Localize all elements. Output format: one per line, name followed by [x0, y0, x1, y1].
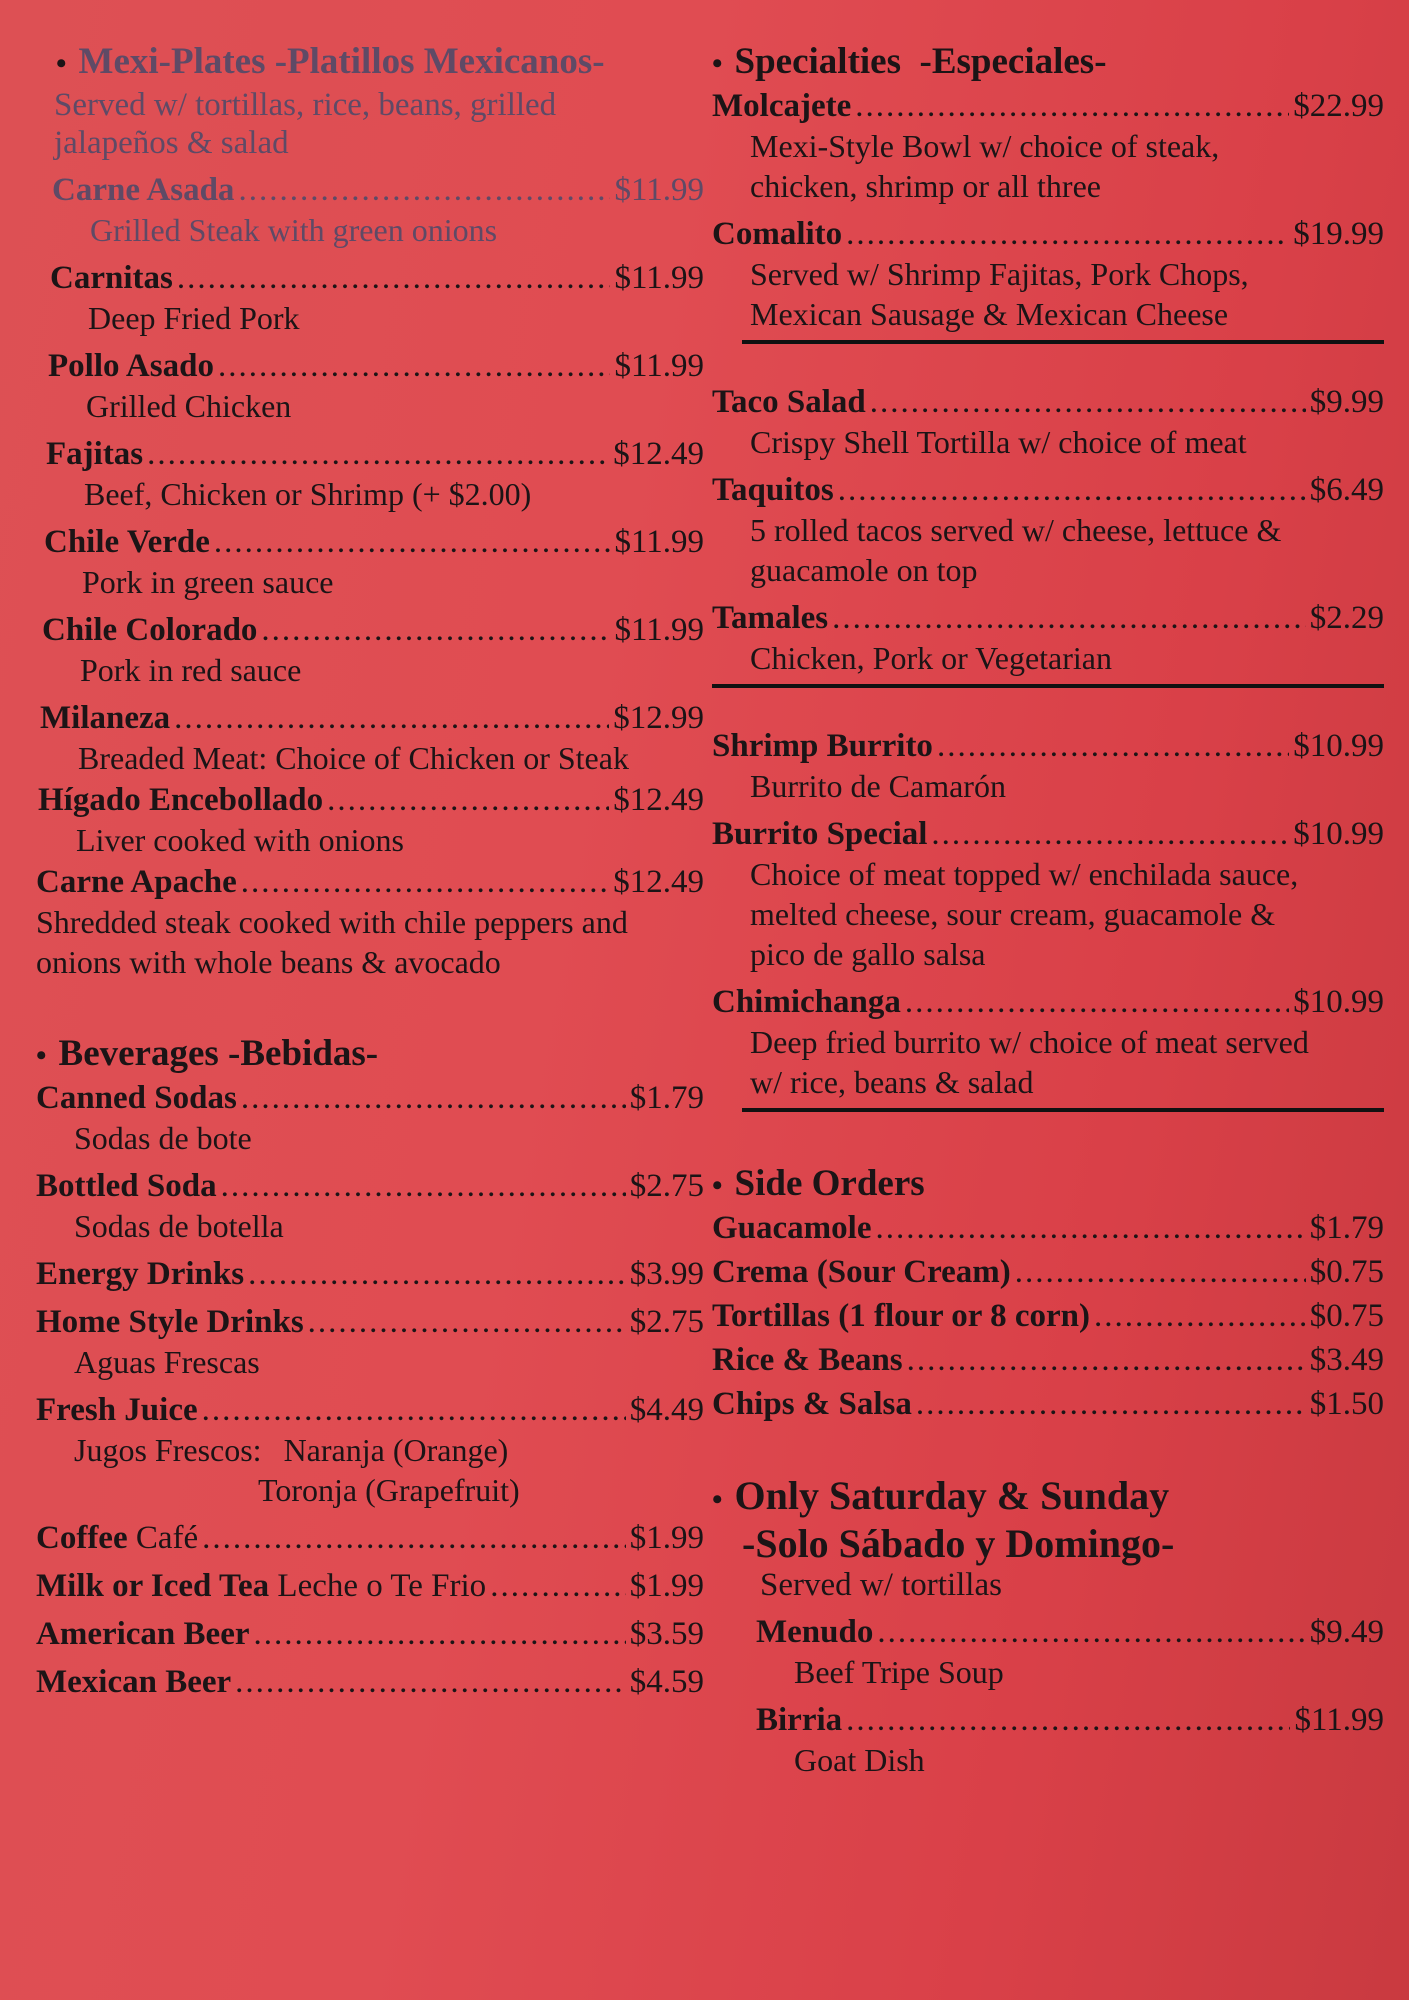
item-desc: Sodas de bote [74, 1120, 252, 1156]
menu-item-burrito-special [712, 814, 1384, 974]
item-name: Canned Sodas [36, 1080, 237, 1116]
bullet-icon: • [36, 1039, 47, 1072]
item-desc: Pork in red sauce [80, 652, 302, 688]
item-price: $12.49 [613, 436, 704, 472]
item-desc: 5 rolled tacos served w/ cheese, lettuce & guacamole on top [750, 512, 1282, 588]
bullet-icon: • [712, 47, 723, 80]
menu-item-molcajete [712, 86, 1384, 206]
menu-item-pollo-asado [48, 346, 704, 426]
item-price: $1.79 [629, 1080, 704, 1116]
item-price: $9.99 [1309, 384, 1384, 420]
item-name: Chile Colorado [42, 612, 258, 648]
section-note-weekend: Served w/ tortillas [760, 1567, 1002, 1603]
item-price: $4.49 [629, 1392, 704, 1428]
section-subtitle-weekend: -Solo Sábado y Domingo- [742, 1521, 1175, 1566]
item-name: Menudo [756, 1614, 874, 1650]
menu-item-taco-salad [712, 382, 1384, 462]
menu-item-crema [712, 1252, 1384, 1292]
item-price: $2.75 [629, 1304, 704, 1340]
item-price: $3.99 [629, 1256, 704, 1292]
item-price: $22.99 [1293, 88, 1384, 124]
item-price: $2.29 [1309, 600, 1384, 636]
item-price: $11.99 [614, 612, 704, 648]
item-price: $1.50 [1309, 1386, 1384, 1422]
item-name: Hígado Encebollado [38, 782, 324, 818]
item-name: Shrimp Burrito [712, 728, 933, 764]
item-desc: Aguas Frescas [74, 1344, 260, 1380]
item-name: Bottled Soda [36, 1168, 217, 1204]
bullet-icon: • [56, 47, 67, 80]
item-desc: Grilled Steak with green onions [90, 212, 498, 248]
item-name: Carne Apache [36, 864, 237, 900]
item-desc: Served w/ Shrimp Fajitas, Pork Chops, Mexican Sausage & Mexican Cheese [750, 256, 1249, 332]
menu-item-tortillas [712, 1296, 1384, 1336]
menu-item-energy-drinks [36, 1254, 704, 1294]
item-desc: Choice of meat topped w/ enchilada sauce, melted cheese, sour cream, guacamole & pico de gallo salsa [750, 856, 1299, 972]
item-name: Comalito [712, 216, 843, 252]
item-desc: Pork in green sauce [82, 564, 334, 600]
item-price: $12.49 [613, 782, 704, 818]
item-price: $0.75 [1309, 1254, 1384, 1290]
menu-item-milaneza [40, 698, 704, 778]
item-name: Coffee Café [36, 1520, 199, 1556]
section-note-mexi-plates: Served w/ tortillas, rice, beans, grilled jalapeños & salad [54, 87, 557, 161]
item-price: $2.75 [629, 1168, 704, 1204]
item-name: Milk or Iced Tea Leche o Te Frio [36, 1568, 487, 1604]
item-price: $10.99 [1293, 728, 1384, 764]
section-title-specialties: • Specialties -Especiales- [712, 40, 1384, 86]
item-price: $6.49 [1309, 472, 1384, 508]
menu-item-comalito [712, 214, 1384, 334]
menu-item-mexican-beer [36, 1662, 704, 1702]
menu-item-chile-verde [44, 522, 704, 602]
item-name: Chimichanga [712, 984, 901, 1020]
item-desc: Beef, Chicken or Shrimp (+ $2.00) [84, 476, 532, 512]
menu-item-american-beer [36, 1614, 704, 1654]
item-desc: Shredded steak cooked with chile peppers and onions with whole beans & avocado [36, 904, 628, 980]
item-desc: Sodas de botella [74, 1208, 284, 1244]
item-price: $1.99 [629, 1520, 704, 1556]
item-price: $3.59 [629, 1616, 704, 1652]
item-desc-line2: Toronja (Grapefruit) [258, 1472, 520, 1508]
item-desc: Crispy Shell Tortilla w/ choice of meat [750, 424, 1247, 460]
item-name: Molcajete [712, 88, 852, 124]
item-name: Rice & Beans [712, 1342, 903, 1378]
menu-item-milk-or-iced-tea [36, 1566, 704, 1606]
item-desc: Grilled Chicken [86, 388, 292, 424]
item-name: Pollo Asado [48, 348, 214, 384]
menu-item-shrimp-burrito [712, 726, 1384, 806]
item-price: $0.75 [1309, 1298, 1384, 1334]
item-desc: Burrito de Camarón [750, 768, 1006, 804]
section-title-beverages: • Beverages -Bebidas- [36, 1032, 704, 1078]
item-price: $4.59 [629, 1664, 704, 1700]
menu-item-chimichanga [712, 982, 1384, 1102]
item-price: $10.99 [1293, 816, 1384, 852]
section-title-weekend: • Only Saturday & Sunday [712, 1474, 1384, 1522]
menu-item-menudo [756, 1612, 1384, 1692]
item-name: Home Style Drinks [36, 1304, 304, 1340]
bullet-icon: • [712, 1169, 723, 1202]
item-desc: Jugos Frescos: Naranja (Orange) [74, 1432, 509, 1468]
item-name: Carnitas [50, 260, 173, 296]
item-name: Chile Verde [44, 524, 210, 560]
item-desc: Deep Fried Pork [88, 300, 300, 336]
item-price: $12.99 [613, 700, 704, 736]
item-price: $11.99 [614, 524, 704, 560]
item-desc: Goat Dish [794, 1742, 925, 1778]
menu-item-guacamole [712, 1208, 1384, 1248]
item-name: Birria [756, 1702, 843, 1738]
menu-item-carne-apache [36, 862, 704, 982]
item-desc: Beef Tripe Soup [794, 1654, 1004, 1690]
item-desc: Deep fried burrito w/ choice of meat served w/ rice, beans & salad [750, 1024, 1309, 1100]
item-name: Taquitos [712, 472, 834, 508]
item-desc: Breaded Meat: Choice of Chicken or Steak [78, 740, 629, 776]
menu-item-carnitas [50, 258, 704, 338]
item-name: Fajitas [46, 436, 144, 472]
item-name: Chips & Salsa [712, 1386, 912, 1422]
item-price: $12.49 [613, 864, 704, 900]
section-title-mexi-plates: • Mexi-Plates -Platillos Mexicanos- [56, 40, 704, 86]
item-name: Burrito Special [712, 816, 928, 852]
menu-item-tamales [712, 598, 1384, 678]
item-name: Carne Asada [52, 172, 235, 208]
item-price: $11.99 [614, 260, 704, 296]
item-price: $10.99 [1293, 984, 1384, 1020]
item-desc: Mexi-Style Bowl w/ choice of steak, chicken, shrimp or all three [750, 128, 1220, 204]
item-desc: Chicken, Pork or Vegetarian [750, 640, 1112, 676]
item-desc: Liver cooked with onions [76, 822, 404, 858]
menu-item-fresh-juice [36, 1390, 704, 1510]
bullet-icon: • [712, 1483, 723, 1516]
item-name: American Beer [36, 1616, 250, 1652]
menu-item-chips-and-salsa [712, 1384, 1384, 1424]
item-name: Guacamole [712, 1210, 872, 1246]
item-price: $11.99 [614, 172, 704, 208]
item-name: Energy Drinks [36, 1256, 245, 1292]
item-price: $3.49 [1309, 1342, 1384, 1378]
menu-item-rice-and-beans [712, 1340, 1384, 1380]
item-name: Milaneza [40, 700, 171, 736]
right-column [712, 40, 1384, 1780]
menu-item-fajitas [46, 434, 704, 514]
item-name: Crema (Sour Cream) [712, 1254, 1011, 1290]
menu-item-coffee [36, 1518, 704, 1558]
menu-item-carne-asada [52, 170, 704, 250]
item-price: $1.99 [629, 1568, 704, 1604]
menu-item-canned-sodas [36, 1078, 704, 1158]
menu-item-chile-colorado [42, 610, 704, 690]
left-column [36, 40, 704, 1702]
item-price: $9.49 [1309, 1614, 1384, 1650]
menu-item-taquitos [712, 470, 1384, 590]
section-title-side-orders: • Side Orders [712, 1162, 1384, 1208]
item-price: $1.79 [1309, 1210, 1384, 1246]
item-name: Taco Salad [712, 384, 866, 420]
menu-item-bottled-soda [36, 1166, 704, 1246]
menu-item-birria [756, 1700, 1384, 1780]
item-name: Tortillas (1 flour or 8 corn) [712, 1298, 1090, 1334]
item-name: Fresh Juice [36, 1392, 198, 1428]
item-name: Mexican Beer [36, 1664, 232, 1700]
item-price: $11.99 [1294, 1702, 1384, 1738]
item-price: $19.99 [1293, 216, 1384, 252]
menu-item-home-style-drinks [36, 1302, 704, 1382]
menu-item-higado-encebollado [38, 780, 704, 860]
item-name: Tamales [712, 600, 829, 636]
item-price: $11.99 [614, 348, 704, 384]
